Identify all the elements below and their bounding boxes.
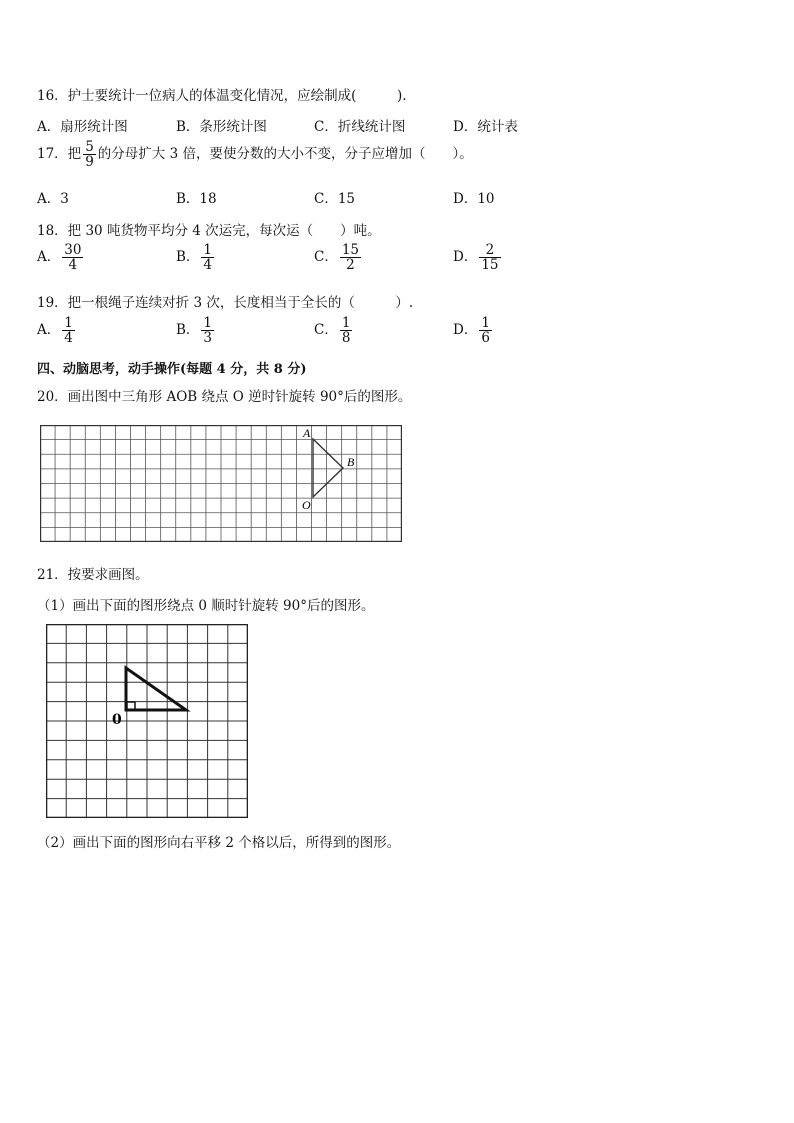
q19-option-a-letter: A． bbox=[37, 322, 61, 339]
numerator: 1 bbox=[341, 315, 351, 331]
q19-option-d bbox=[453, 316, 494, 345]
q17-option-c: C．15 bbox=[314, 191, 356, 207]
q19-stem: 19．把一根绳子连续对折 3 次，长度相当于全长的（ ）. bbox=[37, 295, 414, 311]
q18-option-c-letter: C． bbox=[314, 249, 338, 266]
q18-option-a-letter: A． bbox=[37, 249, 61, 266]
denominator: 8 bbox=[341, 330, 351, 347]
numerator: 15 bbox=[341, 242, 360, 258]
q16-option-b: B．条形统计图 bbox=[176, 119, 267, 135]
q17-prefix: 17．把 bbox=[37, 146, 82, 163]
section-heading: 四、动脑思考，动手操作(每题 4 分，共 8 分) bbox=[37, 362, 307, 377]
q20-grid-figure bbox=[40, 425, 402, 542]
numerator: 2 bbox=[479, 243, 500, 258]
denominator: 4 bbox=[68, 257, 78, 274]
label-o: O bbox=[302, 498, 311, 512]
q18-option-c bbox=[314, 243, 363, 272]
label-a: A bbox=[303, 426, 311, 440]
q18-option-d bbox=[453, 243, 503, 272]
numerator: 1 bbox=[203, 242, 213, 258]
q19-option-c-letter: C． bbox=[314, 322, 338, 339]
q19-option-a bbox=[37, 316, 77, 345]
denominator: 15 bbox=[481, 257, 499, 274]
q16-stem: 16．护士要统计一位病人的体温变化情况，应绘制成( ). bbox=[37, 88, 407, 104]
q17-suffix: 的分母扩大 3 倍，要使分数的大小不变，分子应增加（ ）。 bbox=[97, 146, 473, 163]
q19-option-c bbox=[314, 316, 354, 345]
q18-option-b-letter: B． bbox=[176, 249, 200, 266]
denominator: 4 bbox=[203, 257, 213, 274]
q17-stem bbox=[37, 140, 473, 169]
numerator: 1 bbox=[481, 315, 490, 331]
q17-option-d: D．10 bbox=[453, 191, 495, 207]
denominator: 2 bbox=[346, 257, 355, 274]
q16-option-d: D．统计表 bbox=[453, 119, 518, 135]
q21-grid-figure bbox=[46, 624, 248, 818]
q19-option-b-letter: B． bbox=[176, 322, 200, 339]
q19-option-d-fraction bbox=[479, 316, 492, 345]
q21-stem: 21．按要求画图。 bbox=[37, 567, 149, 583]
q19-option-b bbox=[176, 316, 216, 345]
q17-frac-denominator: 9 bbox=[85, 154, 94, 171]
q17-option-b: B．18 bbox=[176, 191, 217, 207]
numerator: 30 bbox=[64, 242, 82, 258]
q18-option-b-fraction bbox=[201, 243, 214, 272]
q16-option-a: A．扇形统计图 bbox=[37, 119, 128, 135]
q18-option-d-letter: D． bbox=[453, 249, 478, 266]
label-b: B bbox=[347, 455, 355, 469]
q18-option-c-fraction bbox=[340, 243, 361, 272]
denominator: 6 bbox=[481, 330, 490, 347]
q21-part1: （1）画出下面的图形绕点 0 顺时针旋转 90°后的图形。 bbox=[37, 598, 375, 614]
q16-option-c: C．折线统计图 bbox=[314, 119, 406, 135]
q18-stem: 18．把 30 吨货物平均分 4 次运完，每次运（ ）吨。 bbox=[37, 223, 381, 239]
q21-part2: （2）画出下面的图形向右平移 2 个格以后，所得到的图形。 bbox=[37, 835, 401, 851]
q18-option-a bbox=[37, 243, 85, 272]
numerator: 1 bbox=[203, 315, 213, 331]
q19-option-b-fraction bbox=[201, 316, 214, 345]
triangle-aob bbox=[313, 439, 343, 497]
q19-option-c-fraction bbox=[340, 316, 353, 345]
q19-option-a-fraction bbox=[62, 316, 75, 345]
q19-option-d-letter: D． bbox=[453, 322, 478, 339]
q17-option-a: A．3 bbox=[37, 191, 69, 207]
q17-fraction bbox=[83, 140, 96, 169]
denominator: 4 bbox=[64, 330, 73, 347]
q18-option-b bbox=[176, 243, 216, 272]
q18-option-a-fraction bbox=[62, 243, 83, 272]
label-o: 0 bbox=[112, 712, 122, 728]
q20-stem: 20．画出图中三角形 AOB 绕点 O 逆时针旋转 90°后的图形。 bbox=[37, 389, 412, 405]
q18-option-d-fraction bbox=[479, 243, 500, 272]
denominator: 3 bbox=[203, 330, 213, 347]
numerator: 1 bbox=[64, 315, 73, 331]
q17-frac-numerator: 5 bbox=[85, 139, 94, 155]
